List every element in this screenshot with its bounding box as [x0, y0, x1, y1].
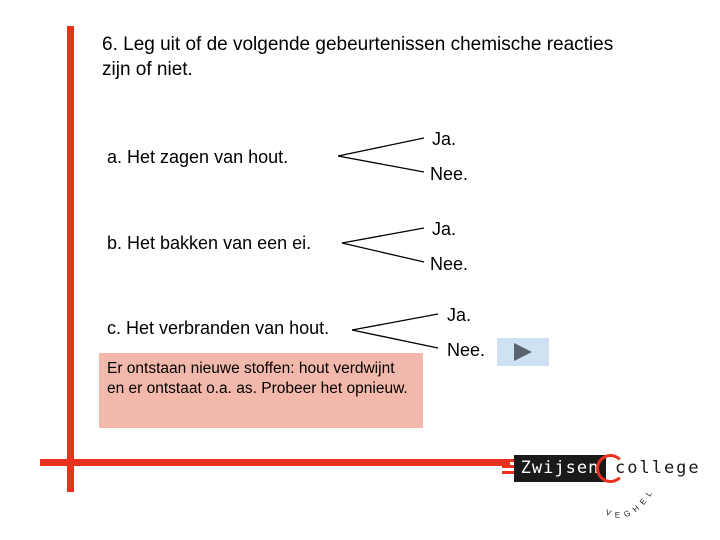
item-c-label: c. Het verbranden van hout. — [107, 318, 330, 338]
item-a-no-option[interactable]: Nee. — [430, 164, 469, 184]
item-c-no-option[interactable]: Nee. — [447, 340, 486, 360]
logo-city-text — [597, 472, 657, 524]
question-text: 6. Leg uit of de volgende gebeurtenissen chemische reacties zijn of niet. — [102, 34, 614, 80]
red-horizontal-bar — [40, 459, 510, 466]
item-c-yes-option[interactable]: Ja. — [447, 305, 472, 325]
feedback-box — [99, 353, 423, 428]
arrow-b-yes — [342, 228, 424, 243]
feedback-text: Er ontstaan nieuwe stoffen: hout verdwijnt en er ontstaat o.a. as. Probeer het opnieuw. — [107, 360, 408, 397]
item-b-label: b. Het bakken van een ei. — [107, 233, 312, 253]
arrow-c-yes — [352, 314, 438, 330]
item-b-no-option[interactable]: Nee. — [430, 254, 469, 274]
logo-name-part1: Zwijsen — [514, 455, 606, 482]
arrow-c-no — [352, 330, 438, 348]
play-icon — [497, 338, 549, 366]
svg-text:VEGHEL: VEGHEL — [604, 485, 657, 520]
logo-name-part2: college — [615, 458, 701, 478]
arrow-a-no — [338, 156, 424, 172]
item-a-label: a. Het zagen van hout. — [107, 147, 289, 167]
next-button[interactable] — [497, 338, 549, 366]
item-b-yes-option[interactable]: Ja. — [432, 219, 457, 239]
arrow-a-yes — [338, 138, 424, 156]
item-a-yes-option[interactable]: Ja. — [432, 129, 457, 149]
red-vertical-bar — [67, 26, 74, 492]
arrow-b-no — [342, 243, 424, 262]
zwijsen-college-logo — [502, 452, 701, 524]
